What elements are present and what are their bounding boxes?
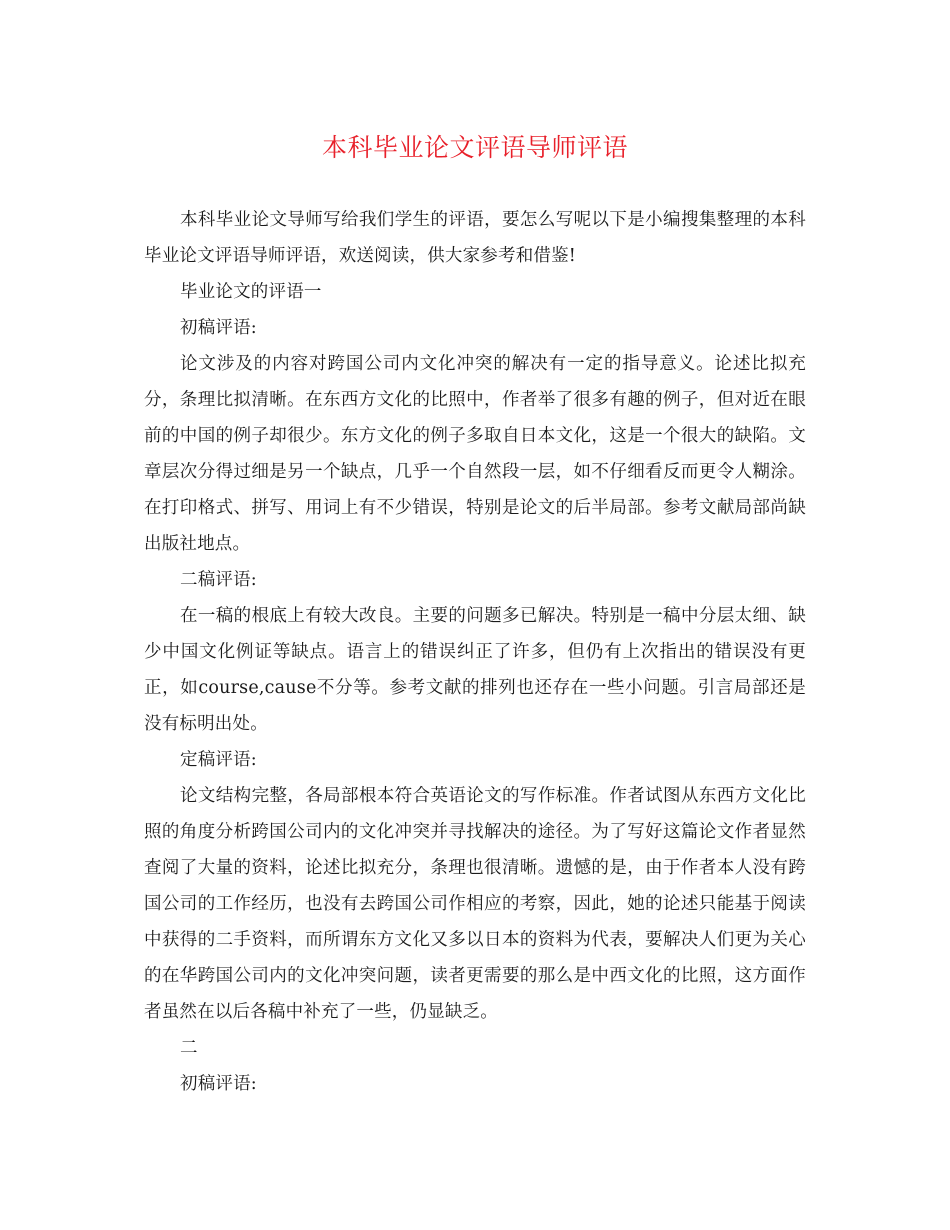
draft-label-2: 初稿评语:	[180, 1074, 257, 1094]
draft-label: 初稿评语:	[180, 318, 257, 338]
document-title: 本科毕业论文评语导师评语	[321, 133, 628, 162]
draft-comment-paragraph: 论文涉及的内容对跨国公司内文化冲突的解决有一定的指导意义。论述比拟充分，条理比拟清晰。在东西方文化的比照中，作者举了很多有趣的例子，但对近在眼前的中国的例子却很少。东方文化的例子多取自日本文化，这是一个很大的缺陷。文章层次分得过细是另一个缺点，几乎一个自然段一层，如不仔细看反而更令人糊涂。在打印格式、拼写、用词上有不少错误，特别是论文的后半局部。参考文献局部尚缺出版社地点。	[144, 354, 806, 554]
final-draft-comment-paragraph: 论文结构完整，各局部根本符合英语论文的写作标准。作者试图从东西方文化比照的角度分析跨国公司内的文化冲突并寻找解决的途径。为了写好这篇论文作者显然查阅了大量的资料，论述比拟充分，条理也很清晰。遗憾的是，由于作者本人没有跨国公司的工作经历，也没有去跨国公司作相应的考察，因此，她的论述只能基于阅读中获得的二手资料，而所谓东方文化又多以日本的资料为代表，要解决人们更为关心的在华跨国公司内的文化冲突问题，读者更需要的那么是中西文化的比照，这方面作者虽然在以后各稿中补充了一些，仍显缺乏。	[144, 786, 806, 1022]
intro-paragraph: 本科毕业论文导师写给我们学生的评语，要怎么写呢以下是小编搜集整理的本科毕业论文评语导师评语，欢送阅读，供大家参考和借鉴!	[144, 210, 806, 266]
second-draft-comment-paragraph: 在一稿的根底上有较大改良。主要的问题多已解决。特别是一稿中分层太细、缺少中国文化例证等缺点。语言上的错误纠正了许多，但仍有上次指出的错误没有更正，如course,cause不分等。参考文献的排列也还存在一些小问题。引言局部还是没有标明出处。	[144, 606, 806, 734]
final-draft-label: 定稿评语:	[180, 750, 257, 770]
second-draft-label: 二稿评语:	[180, 570, 257, 590]
section-heading-1: 毕业论文的评语一	[180, 282, 322, 302]
section-heading-2: 二	[180, 1038, 198, 1058]
document-body	[144, 202, 806, 1102]
